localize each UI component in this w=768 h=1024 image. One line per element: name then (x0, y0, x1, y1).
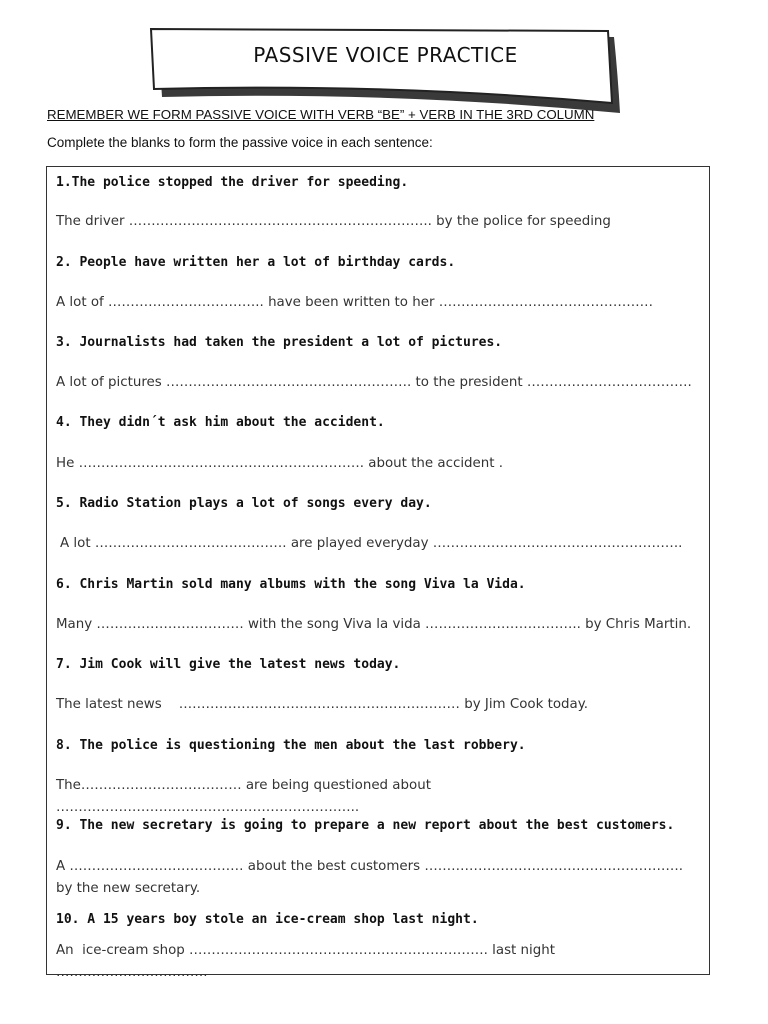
exercise-box (46, 166, 710, 975)
question-2: 2. People have written her a lot of birthday cards. (56, 255, 456, 270)
answer-line-6: Many …………………………… with the song Viva la vida …………………………….. by Chris Martin. (56, 617, 692, 632)
question-1: 1.The police stopped the driver for speeding. (56, 175, 409, 190)
question-10: 10. A 15 years boy stole an ice-cream shop last night. (56, 912, 479, 927)
question-7: 7. Jim Cook will give the latest news today. (56, 657, 401, 672)
question-9: 9. The new secretary is going to prepare a new report about the best customers. (56, 818, 675, 833)
answer-line-5: A lot ……………………………………. are played everyday ……………………………………………….. (60, 536, 683, 551)
answer-line-10: An ice-cream shop …………………………………………………………. last night ……………………………. (56, 943, 556, 980)
instructions: Complete the blanks to form the passive voice in each sentence: (47, 135, 433, 150)
answer-line-3: A lot of pictures ………………………………………………. to the president ………………………………. (56, 375, 692, 390)
grammar-rule: REMEMBER WE FORM PASSIVE VOICE WITH VERB “BE” + VERB IN THE 3RD COLUMN (47, 107, 595, 122)
answer-line-4: He ………………………………………………………. about the accident . (56, 456, 504, 471)
question-5: 5. Radio Station plays a lot of songs every day. (56, 496, 432, 511)
answer-line-2: A lot of …………………………….. have been written to her ………………………………………… (56, 295, 653, 310)
answer-line-1: The driver ………………………………………………………….. by the police for speeding (56, 214, 611, 229)
answer-line-9: A ………………………………… about the best customers …………………………………………………. by the new secretary. (56, 859, 684, 896)
question-3: 3. Journalists had taken the president a lot of pictures. (56, 335, 503, 350)
question-6: 6. Chris Martin sold many albums with the song Viva la Vida. (56, 577, 526, 592)
question-4: 4. They didn´t ask him about the accident. (56, 415, 385, 430)
answer-line-7: The latest news ……………………………………………………… by Jim Cook today. (56, 697, 589, 712)
page-title: PASSIVE VOICE PRACTICE (253, 43, 518, 67)
question-8: 8. The police is questioning the men about the last robbery. (56, 738, 526, 753)
answer-line-8: The……………………………… are being questioned about ………………………………………………………….. (56, 778, 431, 815)
